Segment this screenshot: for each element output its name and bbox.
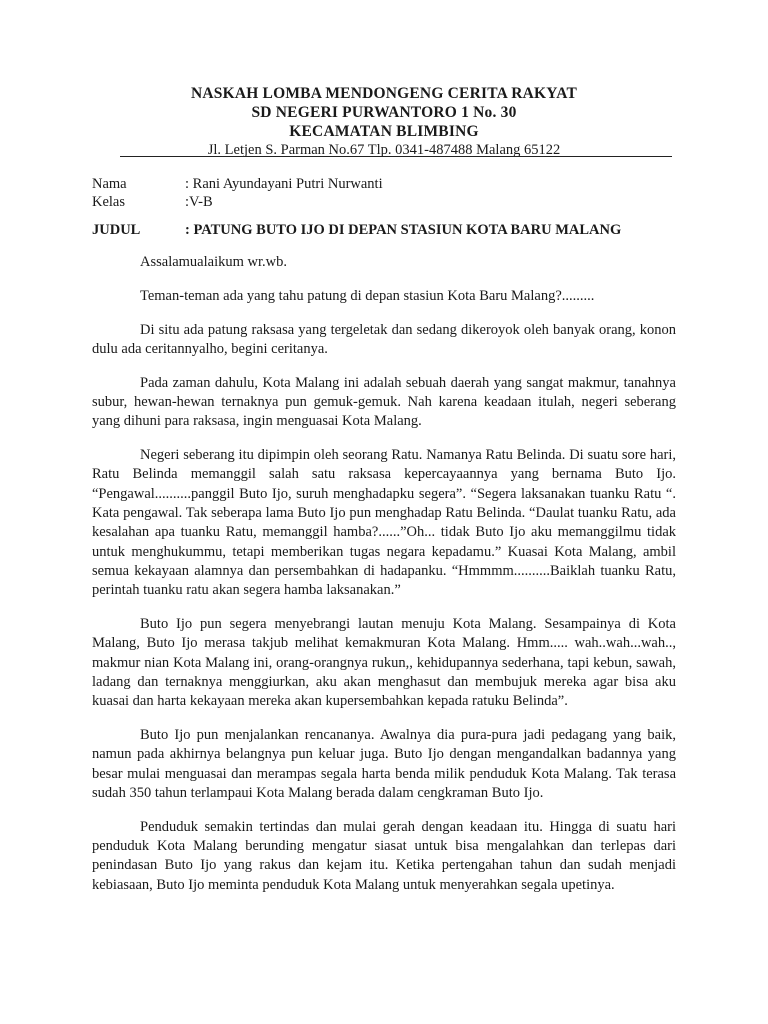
name-label: Nama [92, 176, 127, 192]
story-title [92, 222, 672, 239]
class-row [92, 193, 383, 211]
paragraph: Assalamualaikum wr.wb. [140, 254, 287, 270]
title-value: : PATUNG BUTO IJO DI DEPAN STASIUN KOTA BARU MALANG [185, 222, 622, 238]
header-district: KECAMATAN BLIMBING [289, 123, 479, 140]
header-address: Jl. Letjen S. Parman No.67 Tlp. 0341-487488 Malang 65122 [207, 142, 561, 158]
header-title: NASKAH LOMBA MENDONGENG CERITA RAKYAT [190, 85, 578, 102]
name-value: : Rani Ayundayani Putri Nurwanti [185, 176, 383, 192]
paragraph: Di situ ada patung raksasa yang tergeletak dan sedang dikeroyok oleh banyak orang, konon dulu ada ceritannyalho, begini ceritanya. [92, 321, 676, 357]
paragraph: Buto Ijo pun segera menyebrangi lautan menuju Kota Malang. Sesampainya di Kota Malang, Buto Ijo merasa takjub melihat kemakmuran Kota Malang. Hmm..... wah..wah...wah.., makmur nian Kota Malang ini, orang-orangnya rukun,, kehidupannya sederhana, tapi kebun, sawah, ladang dan ternaknya menggiurkan, aku akan menghasut dan membujuk mereka agar bisa aku kuasai dan harta kekayaan mereka akan kupersembahkan kepada ratuku Belinda”. [92, 615, 676, 710]
name-row [92, 175, 383, 193]
header-divider [120, 156, 672, 157]
paragraph: Penduduk semakin tertindas dan mulai gerah dengan keadaan itu. Hingga di suatu hari penduduk Kota Malang berunding mengatur siasat untuk bisa mengalahkan dan terlepas dari penindasan Buto Ijo yang rakus dan kejam itu. Ketika pertengahan tahun dan sudah menjadi kebiasaan, Buto Ijo meminta penduduk Kota Malang untuk menyerahkan segala upetinya. [92, 818, 676, 893]
title-label: JUDUL [92, 222, 141, 238]
paragraph: Negeri seberang itu dipimpin oleh seorang Ratu. Namanya Ratu Belinda. Di suatu sore hari, Ratu Belinda memanggil salah satu raksasa kepercayaannya yang bernama Buto Ijo. “Pengawal..........panggil Buto Ijo, suruh menghadapku segera”. “Segera laksanakan tuanku Ratu “. Kata pengawal. Tak seberapa lama Buto Ijo pun menghadap Ratu Belinda. “Daulat tuanku Ratu, ada kesalahan apa tuanku Ratu, memanggil hamba?......”Oh... tidak Buto Ijo aku memanggilmu tidak untuk menghukummu, tetapi memberikan tugas negara kepadamu.” Kuasai Kota Malang, ambil semua kekayaan alamnya dan persembahkan di hadapanku. “Hmmmm..........Baiklah tuanku Ratu, perintah tuanku ratu akan segera hamba laksanakan.” [92, 447, 676, 599]
header-school: SD NEGERI PURWANTORO 1 No. 30 [251, 104, 517, 121]
paragraph: Pada zaman dahulu, Kota Malang ini adalah sebuah daerah yang sangat makmur, tanahnya subur, hewan-hewan ternaknya pun gemuk-gemuk. Nah karena keadaan itulah, negeri seberang yang dihuni para raksasa, ingin menguasai Kota Malang. [92, 374, 676, 430]
class-label: Kelas [92, 194, 126, 210]
story-body [92, 253, 676, 895]
paragraph: Buto Ijo pun menjalankan rencananya. Awalnya dia pura-pura jadi pedagang yang baik, namun pada akhirnya belangnya pun keluar juga. Buto Ijo dengan mengandalkan badannya yang besar mulai menguasai dan merampas segala harta benda milik penduduk Kota Malang. Tak terasa sudah 350 tahun terlampaui Kota Malang berada dalam cengkraman Buto Ijo. [92, 726, 676, 801]
student-info [92, 175, 383, 211]
paragraph: Teman-teman ada yang tahu patung di depan stasiun Kota Baru Malang?......... [140, 287, 595, 304]
class-value: :V-B [185, 194, 213, 210]
document-header [0, 84, 768, 160]
